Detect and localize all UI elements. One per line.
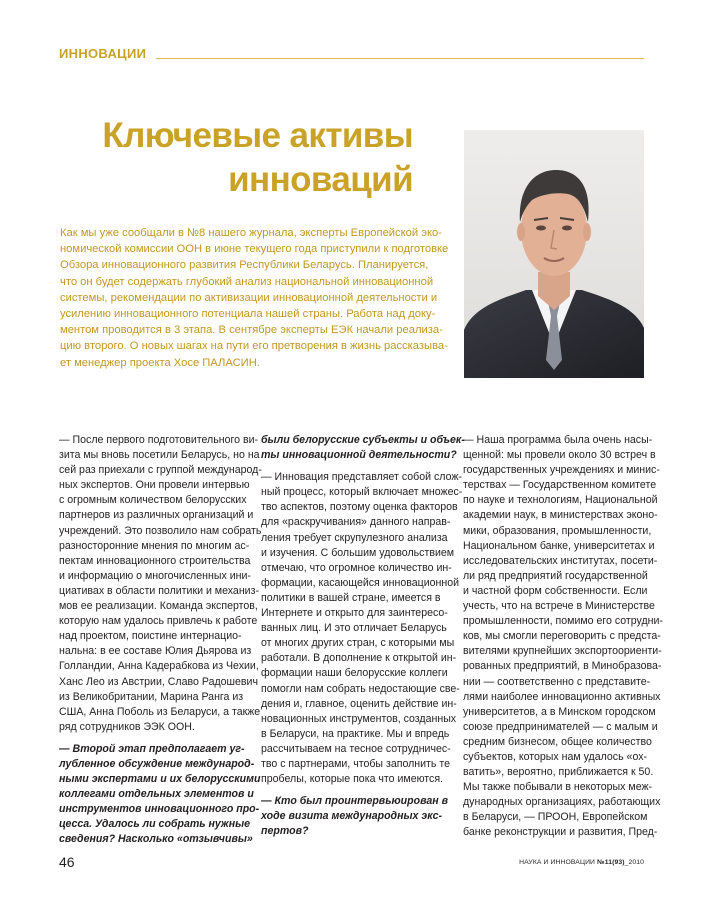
body-line: вителями крупнейших экспортоориенти- [463,645,662,658]
body-line: ли ряд предприятий государственной [463,569,648,582]
body-line: пробелы, которые пока что имеются. [261,773,444,786]
body-line: зита мы вновь посетили Беларусь, но на [59,449,260,462]
body-line: мики, образования, промышленности, [463,524,652,537]
question-line: сведения? Насколько «отзывчивы» [59,833,253,846]
lead-line: Как мы уже сообщали в №8 нашего журнала, эксперты Европейской эко- [60,227,442,239]
lead-line: ментом проводится в 3 этапа. В сентябре эксперты ЕЭК начали реализа- [60,324,443,337]
lead-line: номической комиссии ООН в июне текущего года приступили к подготовке [60,243,449,256]
question-line: ты инновационной деятельности? [261,449,457,462]
title-line-1: Ключевые активы [102,116,413,155]
body-line: от многих других стран, с которыми мы [261,637,455,650]
portrait-icon [464,130,644,378]
journal-year: _2010 [624,859,644,866]
body-line: академии наук, в министерствах эконо- [463,509,658,522]
question-line: — Кто был проинтервьюирован в [261,795,448,808]
body-line: ряд сотрудников ЭЭК ООН. [59,720,195,733]
body-line: над проектом, поистине интернацио- [59,630,242,643]
body-line: пектам инновационного строительства [59,554,251,567]
page-number: 46 [59,854,75,870]
body-line: дународных организациях, работающих [463,796,661,809]
body-line: союзе предпринимателей — с малым и [463,720,658,733]
body-line: из Великобритании, Марина Ранга из [59,690,244,703]
body-line: политики в вашей стране, имеется в [261,591,441,604]
body-line: тво аспектов, поэтому оценка факторов [261,501,458,514]
title-line-2: инноваций [228,160,413,199]
body-line: ков, мы смогли переговорить с предста- [463,630,661,643]
body-line: лями наиболее инновационно активных [463,690,661,703]
lead-line: цию второго. О новых шагах на пути его претворения в жизнь рассказыва- [60,340,448,353]
article-column-3 [463,433,663,841]
body-line: и частной форм собственности. Если [463,584,648,597]
body-line: в Беларуси, на практике. Мы и впредь [261,727,450,740]
question-line: пертов? [261,825,309,838]
lead-line: что он будет содержать глубокий анализ национальной инновационной [60,275,434,288]
body-line: государственных учреждениях и минис- [463,464,660,477]
section-divider [156,58,644,59]
body-line: и изучения. С большим удовольствием [261,546,455,559]
body-line: формации наши белорусские коллеги [261,667,448,680]
body-line: ления требует скрупулезного анализа [261,531,448,544]
question-line: цесса. Удалось ли собрать нужные [59,818,251,831]
body-line: которую нам удалось привлечь к работе [59,615,258,628]
body-line: — После первого подготовительного ви- [59,434,259,446]
body-line: Ханс Лео из Австрии, Славо Радошевич [59,675,258,688]
body-line: рованных предприятий, в Минобразова- [463,660,662,673]
question-line: — Второй этап предполагает уг- [59,742,245,755]
body-line: и информацию о многочисленных ини- [59,569,251,582]
body-line: сей раз приехали с группой международ- [59,464,262,477]
body-line: тво с партнерами, чтобы заполнить те [261,757,450,770]
body-line: Голландии, Анна Кадерабкова из Чехии, [59,660,259,673]
body-line: средним бизнесом, общее количество [463,735,652,748]
body-line: — Инновация представляет собой слож- [261,471,462,484]
lead-line: ет менеджер проекта Хосе ПАЛАСИН. [60,356,260,369]
body-line: субъектов, которых нам удалось «ох- [463,750,648,763]
body-line: Национальном банке, университетах и [463,539,655,552]
body-line: ных экспертов. Они провели интервью [59,479,250,492]
body-line: ватить», вероятно, приближается к 50. [463,766,654,779]
body-line: циативах в области политики и механиз- [59,584,259,597]
body-line: разносторонние мнения по многим ас- [59,539,250,552]
journal-issue: №11(93) [597,859,625,866]
body-line: отмечаю, что огромное количество ин- [261,561,452,574]
body-line: для «раскручивания» данного направ- [261,516,451,529]
question-line: были белорусские субъекты и объек- [261,434,465,446]
lead-line: усилению инновационного потенциала нашей страны. Работа над доку- [60,308,436,321]
journal-footer [519,859,644,866]
body-line: банке реконструкции и развития, Пред- [463,826,658,839]
body-line: щенной: мы провели около 30 встреч в [463,449,656,462]
body-line: Мы также побывали в некоторых меж- [463,781,653,794]
body-line: с огромным количеством белорусских [59,494,247,507]
article-title [102,114,413,202]
question-line: лубленное обсуждение международ- [59,757,255,770]
journal-name: НАУКА И ИННОВАЦИИ [519,859,598,866]
body-line: США, Анна Поболь из Беларуси, а также [59,705,261,718]
body-line: терствах — Государственном комитете [463,479,657,492]
body-line: дения и, главное, оценить действие ин- [261,697,457,710]
question-line: коллегами отдельных элементов и [59,788,254,801]
body-line: формации, касающейся инновационной [261,576,460,589]
body-line: партнеров из различных организаций и [59,509,254,522]
body-line: учесть, что на встрече в Министерстве [463,600,655,613]
body-line: рассчитываем на тесное сотрудничес- [261,742,451,755]
question-line: ными экспертами и их белорусскими [59,773,261,786]
article-column-1 [59,433,262,848]
body-line: нии — соответственно с представите- [463,675,651,688]
body-line: в Беларуси, — ПРООН, Европейском [463,811,648,824]
question-line: ходе визита международных экс- [261,810,443,823]
body-line: промышленности, помимо его сотрудни- [463,615,663,628]
lead-line: Обзора инновационного развития Республики Беларусь. Планируется, [60,259,429,272]
body-line: работали. В дополнение к открытой ин- [261,652,457,665]
body-line: ный процесс, который включает множес- [261,486,463,499]
body-line: мов ее реализации. Команда экспертов, [59,600,258,613]
portrait-photo [464,130,644,378]
article-column-2 [261,433,465,839]
lead-paragraph [60,225,449,371]
body-line: нальна: в ее составе Юлия Дьярова из [59,645,252,658]
body-line: — Наша программа была очень насы- [463,434,653,446]
body-line: помогли нам собрать недостающие све- [261,682,460,695]
section-label: ИННОВАЦИИ [59,46,147,61]
lead-line: системы, рекомендации по активизации инновационной деятельности и [60,291,438,304]
body-line: ванных лиц. И это отличает Беларусь [261,622,447,635]
body-line: университетов, а в Минском городском [463,705,656,718]
body-line: по науке и технологиям, Национальной [463,494,658,507]
body-line: новационных инструментов, созданных [261,712,457,725]
body-line: Интернете и открыто для заинтересо- [261,607,448,620]
body-line: исследовательских институтах, посети- [463,554,658,567]
question-line: инструментов инновационного про- [59,803,260,816]
body-line: учреждений. Это позволило нам собрать [59,524,262,537]
